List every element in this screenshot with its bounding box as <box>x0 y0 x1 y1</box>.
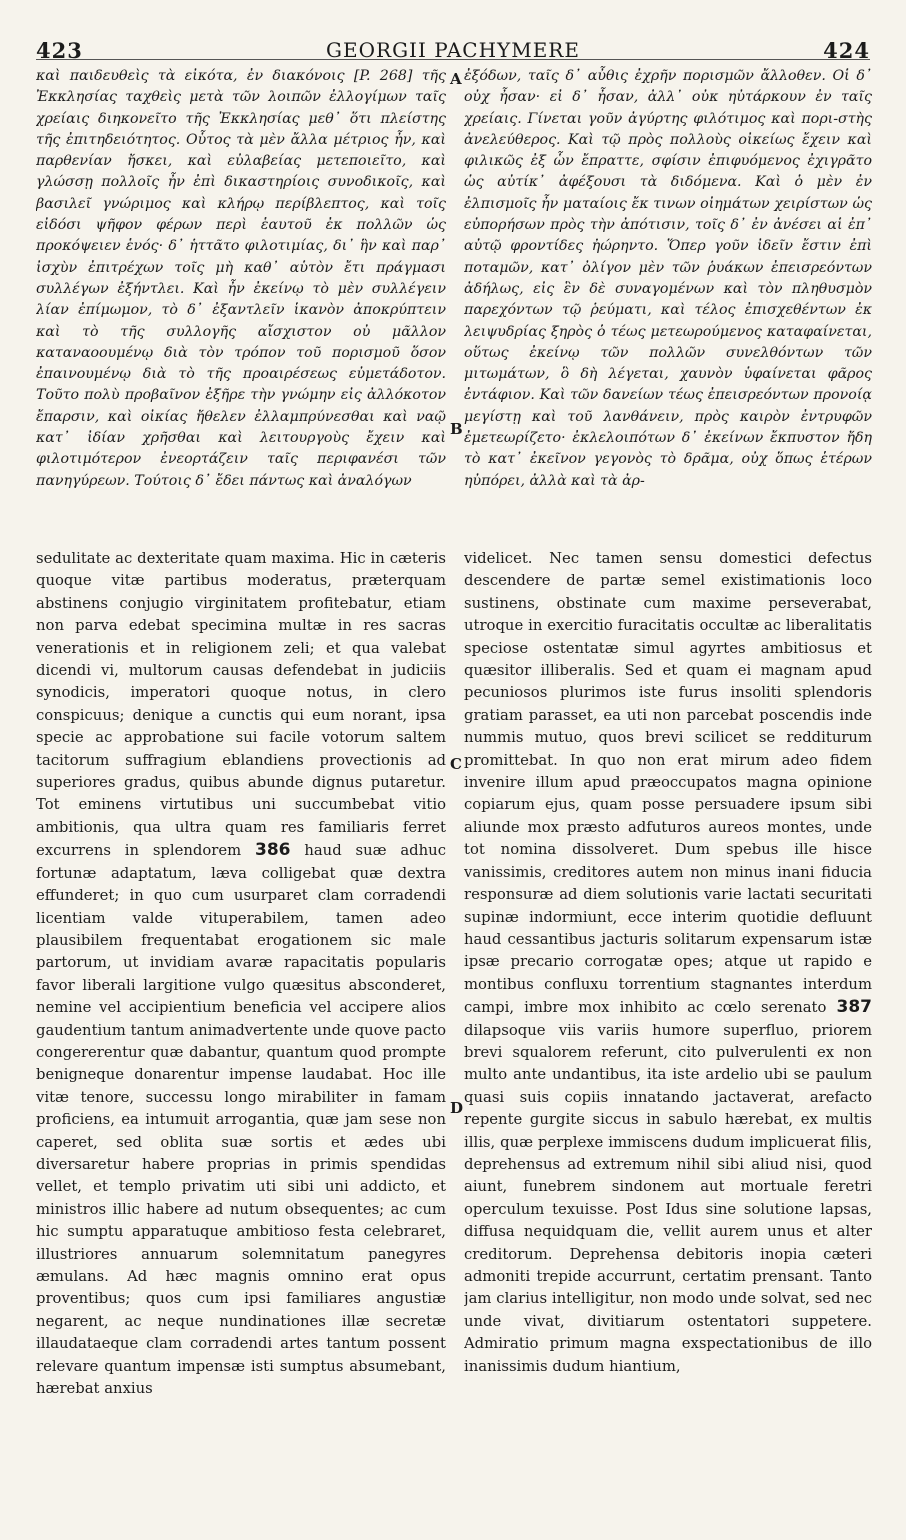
page-number-left: 423 <box>36 38 83 63</box>
edition-page-marker-386: 386 <box>255 840 291 861</box>
edition-page-marker-387: 387 <box>836 997 872 1018</box>
margin-letter-a: A <box>450 70 462 88</box>
latin-left-part-2: haud suæ adhuc fortunæ adaptatum, læva colligebat quæ dextra effunderet; in quo cum usurparet clam corradendi licentiam valde vituperabilem, tamen adeo plausibilem frequentabat erogationem sic male partorum, ut invidiam avaræ rapacitatis popularis favor liberali largitione vulgo quæsitus absconderet, nemine vel accipientium beneficia vel accipere alios gaudentium tantum animadvertente unde quove pacto congererentur quæ dabantur, quantum quod prompte benigneque donarentur impense laudabat. Hoc ille vitæ tenore, successu longo mirabiliter in famam proficiens, ea intumuit arrogantia, quæ jam sese non caperet, sed oblita suæ sortis et ædes ubi diversaretur habere proprias in primis spendidas vellet, et templo privatim uti sibi uni addicto, et ministros illic habere ad nutum obsequentes; ac cum hic sumptu apparatuque ambitioso festa celebraret, illustriores annuarum solemnitatum panegyres æmulans. Ad hæc magnis omnino erat opus proventibus; quos cum ipsi familiares angustiæ negarent, ac neque nundinationes illæ secretæ illaudataeque clam corradendi artes tantum possent relevare quantum impensæ isti sumptus absumebant, hærebat anxius <box>36 842 446 1398</box>
latin-left-part-1: sedulitate ac dexteritate quam maxima. Hic in cæteris quoque vitæ partibus moderatus, præterquam abstinens conjugio virginitatem profitebatur, etiam non parva edebat specimina multæ in res sacras venerationis et in religionem zeli; et qua valebat dicendi vi, multorum causas defendebat in judiciis synodicis, imperatori quoque notus, in clero conspicuus; denique a cunctis qui eum norant, ipsa specie ac approbatione sui facile votorum saltem tacitorum suffragium eblandiens provectionis ad superiores gradus, quibus abunde dignus putaretur. Tot eminens virtutibus uni succumbebat vitio ambitionis, qua ultra quam res familiaris ferret excurrens in splendorem <box>36 550 446 860</box>
latin-text-right <box>464 548 872 1516</box>
latin-right-part-1: videlicet. Nec tamen sensu domestici defectus descendere de partæ semel existimationis loco sustinens, obstinate cum maxime perseverabat, utroque in exercitio furacitatis occultæ ac liberalitatis speciose ostentatæ simul agyrtes ambitiosus et quæsitor illiberalis. Sed et quam ei magnam apud pecuniosos plurimos iste furus insoliti splendoris gratiam parasset, ea uti non parcebat poscendis inde nummis mutuo, quos brevi scilicet se redditurum promittebat. In quo non erat mirum adeo fidem invenire illum apud præoccupatos magna opinione copiarum ejus, quam posse persuadere ipsum sibi aliunde mox præsto adfuturos aureos montes, unde tot nomina dissolveret. Dum spebus ille hisce vanissimis, creditores autem non minus inani fiducia responsuræ ad diem solutionis varie lactati securitati supinæ indormiunt, ecce interim quotidie defluunt haud cessantibus jacturis solitarum expensarum istæ ipsæ precario corrogatæ opes; atque ut rapido e montibus confluxu torrentium stagnantes interdum campi, imbre mox inhibito ac cœlo serenato <box>464 550 872 1017</box>
running-title: GEORGII PACHYMERE <box>326 38 580 62</box>
margin-letter-b: B <box>450 420 463 438</box>
margin-letter-d: D <box>450 1099 464 1117</box>
margin-letter-c: C <box>450 755 462 773</box>
latin-text-left <box>36 548 446 1516</box>
page-number-right: 424 <box>823 38 870 63</box>
greek-text-right: ἐξόδων, ταῖς δ᾽ αὖθις ἐχρῆν πορισμῶν ἄλλοθεν. Οἱ δ᾽ οὐχ ἦσαν· εἰ δ᾽ ἦσαν, ἀλλ᾽ οὐκ ηὐτάρκουν ἐν ταῖς χρείαις. Γίνεται γοῦν ἀγύρτης φιλότιμος καὶ πορι-στὴς ἀνελεύθερος. Καὶ τῷ πρὸς πολλοὺς οἰκείως ἔχειν καὶ φιλικῶς ἐξ ὧν ἔπραττε, σφίσιν ἐπιφυόμενος ἐχιγρᾶτο ὡς αὐτίκ᾽ ἀφέξουσι τὰ διδόμενα. Καὶ ὁ μὲν ἐν ἐλπισμοῖς ἦν ματαίοις ἔκ τινων οἰημάτων χειρίστων ὡς εὐπορήσων πρὸς τὴν ἀπότισιν, τοῖς δ᾽ ἐν ἀνέσει αἱ ἐπ᾽ αὐτῷ φροντίδες ἠώρηντο. Ὅπερ γοῦν ἰδεῖν ἔστιν ἐπὶ ποταμῶν, κατ᾽ ὀλίγον μὲν τῶν ῥυάκων ἐπεισρεόντων ἀδήλως, εἰς ἓν δὲ συναγομένων καὶ τὸν πληθυσμὸν παρεχόντων τῷ ῥεύματι, καὶ τέλος ἐπισχεθέντων ἐκ λειψυδρίας ξηρὸς ὁ τέως μετεωρούμενος καταφαίνεται, οὕτως ἐκείνῳ τῶν πολλῶν συνελθόντων τῶν μιτωμάτων, ὃ δὴ λέγεται, χαυνὸν ὑφαίνεται φᾶρος ἐντάφιον. Καὶ τῶν δανείων τέως ἐπεισρεόντων προνοίᾳ μεγίστῃ καὶ τοῦ λανθάνειν, πρὸς καιρὸν ἐντρυφῶν ἐμετεωρίζετο· ἐκλελοιπότων δ᾽ ἐκείνων ἔκπυστον ἤδη τὸ κατ᾽ ἐκεῖνον γεγονὸς τὸ δρᾶμα, οὐχ ὅπως ἑτέρων ηὐπόρει, ἀλλὰ καὶ τὰ ἀρ- <box>464 68 872 489</box>
latin-right-part-2: dilapsoque viis variis humore superfluo, priorem brevi squalorem referunt, cito pulverulenti ex non multo ante undantibus, ita iste ardelio ubi se paulum quasi suis copiis innatando jactaverat, arefacto repente gurgite siccus in sabulo hærebat, ex multis illis, quæ perplexe immiscens dudum implicuerat filis, deprehensus ad extremum nihil sibi aliud nisi, quod aiunt, funebrem sindonem aut mortuale feretri operculum texuisse. Post Idus sine solutione lapsas, diffusa nequidquam die, vellit aurem unus et alter creditorum. Deprehensa debitoris inopia cæteri admoniti trepide accurrunt, certatim prensant. Tanto jam clarius intelligitur, non modo unde solvat, sed nec unde vivat, divitiarum ostentatori suppetere. Admiratio primum magna exspectationibus de illo inanissimis dudum hiantium, <box>464 1021 872 1375</box>
header-rule <box>36 59 870 60</box>
greek-text-left: καὶ παιδευθεὶς τὰ εἰκότα, ἐν διακόνοις [P. 268] τῆς Ἐκκλησίας ταχθεὶς μετὰ τῶν λοιπῶν ἐλλογίμων ταῖς χρείαις διηκονεῖτο τῆς Ἐκκλησίας μεθ᾽ ὅτι πλείστης τῆς ἐπιτηδειότητος. Οὗτος τὰ μὲν ἄλλα μέτριος ἦν, καὶ παρθενίαν ἤσκει, καὶ εὐλαβείας μετεποιεῖτο, καὶ γλώσσῃ πολλοῖς ἦν ἐπὶ δικαστηρίοις συνοδικοῖς, καὶ βασιλεῖ γνώριμος καὶ κλήρῳ περίβλεπτος, καὶ τοῖς εἰδόσι ψῆφον φέρων περὶ ἑαυτοῦ ἐκ πολλῶν ὡς προκόψειεν ἑνός· δ᾽ ἡττᾶτο φιλοτιμίας, δι᾽ ἣν καὶ παρ᾽ ἰσχὺν ἐπιτρέχων τοῖς μὴ καθ᾽ αὑτὸν ἔτι πράγμασι συλλέγων ἐξήντλει. Καὶ ἦν ἐκείνῳ τὸ μὲν συλλέγειν λίαν ἐπίμωμον, τὸ δ᾽ ἐξαντλεῖν ἱκανὸν ἀποκρύπτειν καὶ τὸ τῆς συλλογῆς αἴσχιστον οὐ μᾶλλον καταναοουμένῳ διὰ τὸν τρόπον τοῦ πορισμοῦ ὅσον ἐπαινουμένῳ διὰ τὸ τῆς προαιρέσεως εὐμετάδοτον. Τοῦτο πολὺ προβαῖνον ἐξῆρε τὴν γνώμην εἰς ἀλλόκοτον ἔπαρσιν, καὶ οἰκίας ἤθελεν ἐλλαμπρύνεσθαι καὶ ναῷ κατ᾽ ἰδίαν χρῆσθαι καὶ λειτουργοὺς ἔχειν καὶ φιλοτιμότερον ἐνεορτάζειν ταῖς περιφανέσι τῶν πανηγύρεων. Τούτοις δ᾽ ἔδει πάντως καὶ ἀναλόγων <box>36 68 446 489</box>
